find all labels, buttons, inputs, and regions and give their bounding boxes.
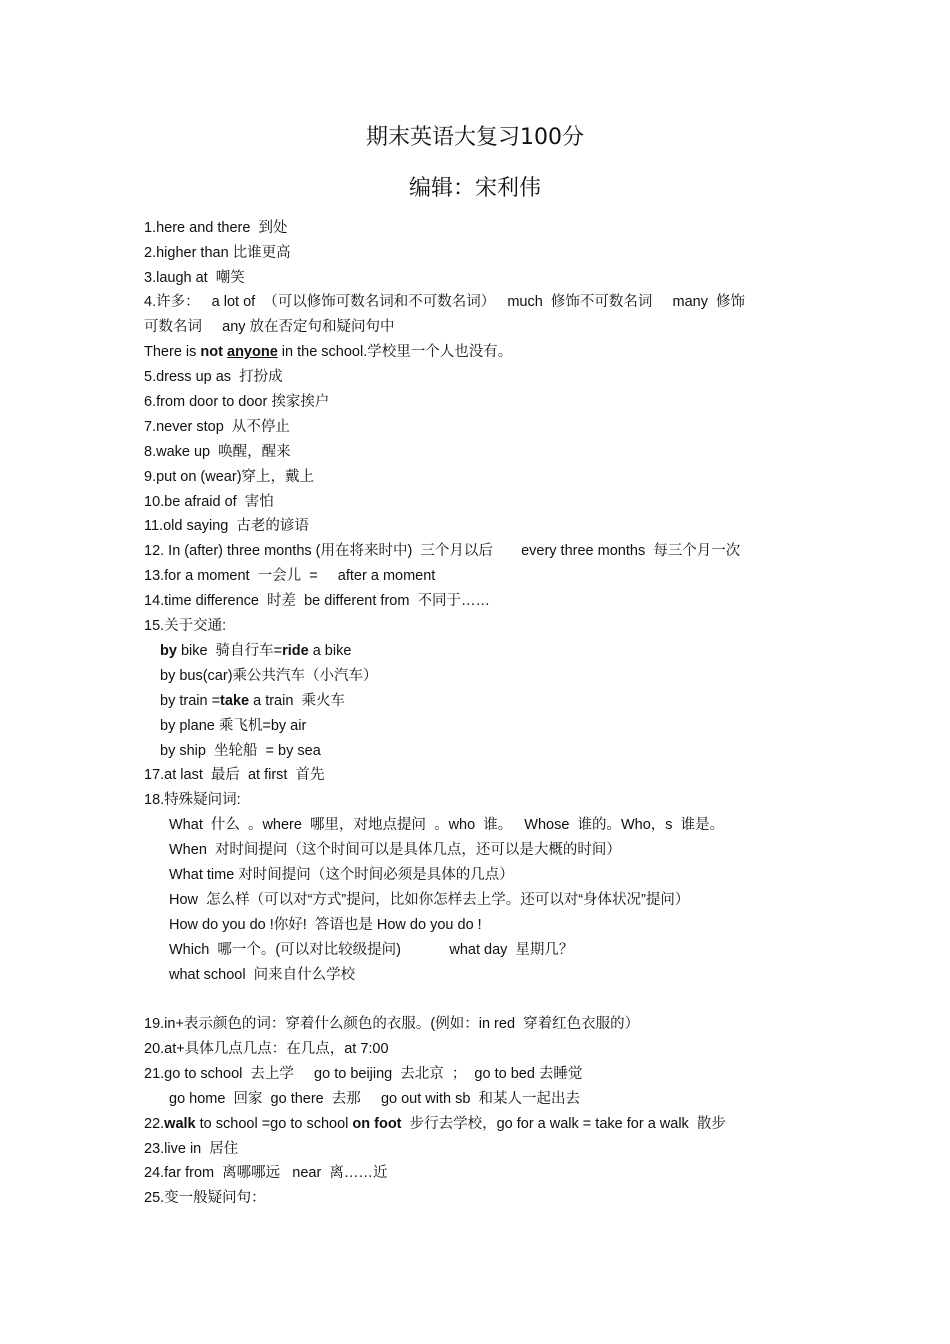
item-3: 3.laugh at 嘲笑 (144, 270, 245, 286)
item-17: 17.at last 最后 at first 首先 (144, 767, 325, 783)
item-15-plane: by plane 乘飞机=by air (160, 718, 307, 734)
bold-phrase-on-foot: on foot (352, 1116, 402, 1132)
text-run: in the school.学校里一个人也没有。 (277, 344, 513, 360)
item-7: 7.never stop 从不停止 (144, 419, 290, 435)
item-18-what-school: what school 问来自什么学校 (169, 967, 356, 983)
item-12: 12. In (after) three months (用在将来时中) 三个月以后 every three months 每三个月一次 (144, 543, 741, 559)
item-21-line-2: go home 回家 go there 去那 go out with sb 和某人一起出去 (169, 1091, 580, 1107)
item-15-bike (160, 642, 351, 660)
bold-word-ride: ride (282, 643, 309, 659)
item-4-example (144, 343, 512, 361)
item-15: 15.关于交通: (144, 618, 227, 634)
item-8: 8.wake up 唤醒，醒来 (144, 444, 291, 460)
text-run: bike 骑自行车= (176, 643, 283, 659)
item-18: 18.特殊疑问词: (144, 792, 241, 808)
item-18-how: How 怎么样（可以对“方式”提问，比如你怎样去上学。还可以对“身体状况”提问） (169, 892, 690, 908)
item-10: 10.be afraid of 害怕 (144, 494, 274, 510)
text-run: a train 乘火车 (249, 693, 345, 709)
item-25: 25.变一般疑问句： (144, 1190, 266, 1206)
item-22 (144, 1115, 726, 1133)
item-5: 5.dress up as 打扮成 (144, 369, 283, 385)
item-19: 19.in+表示颜色的词：穿着什么颜色的衣服。(例如：in red 穿着红色衣服的） (144, 1016, 640, 1032)
item-15-ship: by ship 坐轮船 = by sea (160, 743, 321, 759)
bold-word-take: take (220, 693, 250, 709)
item-9: 9.put on (wear)穿上，戴上 (144, 469, 315, 485)
item-24: 24.far from 离哪哪远 near 离……近 (144, 1165, 388, 1181)
editor-line: 编辑：宋利伟 (408, 176, 541, 201)
item-18-what-time: What time 对时间提问（这个时间必须是具体的几点） (169, 867, 514, 883)
page-title: 期末英语大复习100分 (366, 125, 584, 150)
item-4-line-1: 4.许多： a lot of （可以修饰可数名词和不可数名词） much 修饰不可数名词 many 修饰 (144, 294, 746, 310)
bold-word-not: not (200, 344, 223, 360)
item-18-what: What 什么 。where 哪里，对地点提问 。who 谁。 Whose 谁的。Who，s 谁是。 (169, 817, 725, 833)
item-1: 1.here and there 到处 (144, 220, 288, 236)
item-11: 11.old saying 古老的谚语 (144, 518, 309, 534)
item-13: 13.for a moment 一会儿 = after a moment (144, 568, 436, 584)
item-23: 23.live in 居住 (144, 1141, 239, 1157)
item-18-when: When 对时间提问（这个时间可以是具体几点，还可以是大概的时间） (169, 842, 621, 858)
text-run: a bike (308, 643, 352, 659)
item-14: 14.time difference 时差 be different from 不同于…… (144, 593, 490, 609)
text-run: by train = (160, 693, 221, 709)
underlined-word-anyone: anyone (227, 344, 278, 360)
bold-word-by: by (160, 643, 177, 659)
text-run: 步行去学校，go for a walk = take for a walk 散步 (401, 1116, 726, 1132)
text-run: to school =go to school (195, 1116, 353, 1132)
item-6: 6.from door to door 挨家挨户 (144, 394, 330, 410)
item-4-line-2: 可数名词 any 放在否定句和疑问句中 (144, 319, 395, 335)
bold-word-walk: walk (164, 1116, 196, 1132)
item-18-which: Which 哪一个。(可以对比较级提问) what day 星期几？ (169, 942, 574, 958)
item-15-train (160, 692, 345, 710)
text-run: There is (144, 344, 201, 360)
item-21-line-1: 21.go to school 去上学 go to beijing 去北京 ； go to bed 去睡觉 (144, 1066, 583, 1082)
text-run: 22. (144, 1116, 165, 1132)
item-18-how-do-you-do: How do you do !你好! 答语也是 How do you do ! (169, 917, 482, 933)
item-20: 20.at+具体几点几点：在几点，at 7:00 (144, 1041, 389, 1057)
item-2: 2.higher than 比谁更高 (144, 245, 291, 261)
item-15-bus: by bus(car)乘公共汽车（小汽车） (160, 668, 378, 684)
